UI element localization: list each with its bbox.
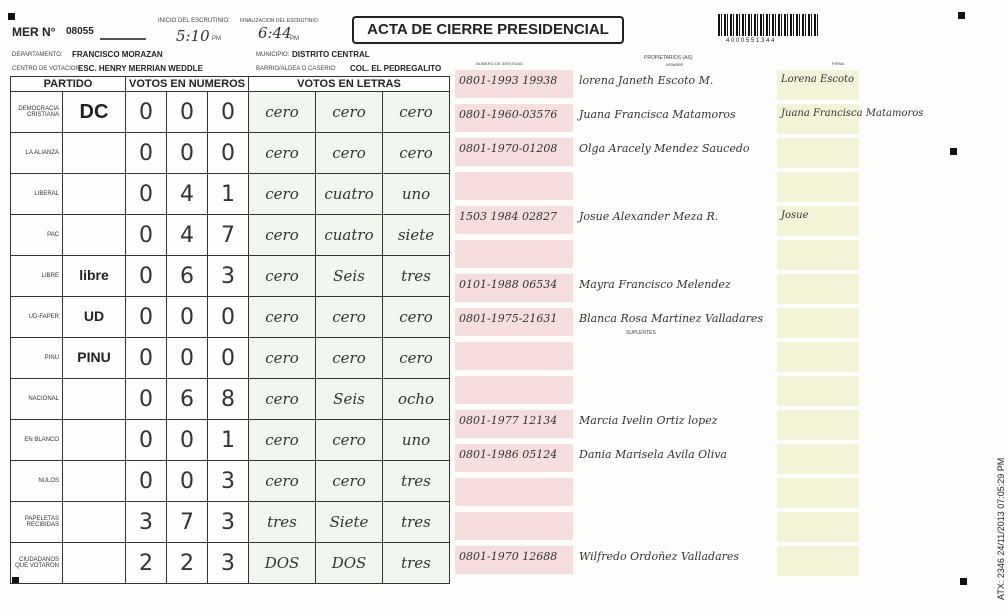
tse-logo [100, 24, 146, 40]
vote-word: cero [249, 215, 316, 256]
official-name: Juana Francisca Matamoros [579, 108, 736, 121]
id-box [455, 376, 573, 404]
signature-box [777, 478, 859, 508]
vote-digit: 0 [126, 420, 167, 461]
vote-word: tres [383, 543, 450, 584]
id-number: 0801-1970 12688 [459, 550, 558, 563]
vote-word: cero [316, 92, 383, 133]
vote-digit: 0 [167, 92, 208, 133]
vote-word: cero [249, 174, 316, 215]
party-name: DEMOCRACIA CRISTIANA [11, 92, 63, 133]
inicio-value: 5:10 [176, 27, 210, 45]
party-name: EN BLANCO [11, 420, 63, 461]
vote-word: cero [383, 297, 450, 338]
vote-digit: 8 [208, 379, 249, 420]
party-logo-text: UD [83, 308, 105, 324]
suplentes-label: SUPLENTES [626, 330, 656, 336]
signature-box [777, 240, 859, 270]
official-name: Josue Alexander Meza R. [579, 210, 719, 223]
vote-word: cero [383, 338, 450, 379]
vote-word: cero [249, 297, 316, 338]
vote-digit: 0 [167, 297, 208, 338]
vote-digit: 0 [167, 420, 208, 461]
table-row [11, 379, 450, 420]
id-box [455, 512, 573, 540]
vote-digit: 4 [167, 174, 208, 215]
barcode [718, 14, 818, 36]
party-name: LA ALIANZA [11, 133, 63, 174]
vote-word: cero [383, 92, 450, 133]
nombre-label: NOMBRE [666, 62, 684, 67]
vote-word: Seis [316, 256, 383, 297]
official-signature: Juana Francisca Matamoros [781, 108, 924, 119]
vote-digit: 0 [208, 133, 249, 174]
numero-identidad-label: NUMERO DE IDENTIDAD [476, 61, 524, 66]
id-box [455, 240, 573, 268]
vote-word: ocho [383, 379, 450, 420]
table-row [11, 543, 450, 584]
party-name: LIBRE [11, 256, 63, 297]
vote-word: cero [249, 256, 316, 297]
vote-digit: 4 [167, 215, 208, 256]
barcode-number: 4 0 0 0 5 5 1 3 4 4 [726, 38, 775, 44]
municipio-label: MUNICIPIO: [256, 52, 290, 58]
vote-digit: 3 [208, 461, 249, 502]
id-number: 0801-1993 19938 [459, 74, 558, 87]
vote-digit: 0 [126, 92, 167, 133]
party-name: PINU [11, 338, 63, 379]
party-logo-text: PINU [77, 349, 111, 365]
vote-word: cero [316, 133, 383, 174]
official-name: Wilfredo Ordoñez Valladares [579, 550, 740, 563]
official-name: Marcia Ivelin Ortiz lopez [579, 414, 718, 427]
vote-digit: 6 [167, 256, 208, 297]
id-box [455, 172, 573, 200]
vote-word: cero [316, 420, 383, 461]
vote-digit: 0 [126, 256, 167, 297]
finalizacion-label: FINALIZACION DEL ESCRUTINIO: [240, 18, 319, 24]
id-number: 0801-1960-03576 [459, 108, 558, 121]
vote-digit: 0 [126, 174, 167, 215]
vote-word: tres [249, 502, 316, 543]
vote-digit: 3 [208, 543, 249, 584]
vote-digit: 3 [208, 502, 249, 543]
vote-word: Siete [316, 502, 383, 543]
id-number: 0801-1975-21631 [459, 312, 558, 325]
vote-word: cero [249, 379, 316, 420]
vote-word: cero [249, 338, 316, 379]
party-logo [63, 297, 126, 338]
vote-digit: 0 [126, 338, 167, 379]
party-logo [63, 543, 126, 584]
timestamp-stamp: ATX: 2346 24/11/2013 07:05:29 PM [996, 457, 1006, 600]
vote-word: Seis [316, 379, 383, 420]
party-name: PAC [11, 215, 63, 256]
departamento-value: FRANCISCO MORAZAN [72, 50, 163, 59]
vote-word: cero [249, 133, 316, 174]
vote-word: cero [316, 338, 383, 379]
partido-header: PARTIDO [11, 77, 126, 92]
party-name: UD-FAPER [11, 297, 63, 338]
id-number: 0801-1986 05124 [459, 448, 558, 461]
firma-label: FIRMA [832, 61, 845, 66]
vote-word: uno [383, 174, 450, 215]
propietarios-label: PROPIETARIOS (AS) [644, 55, 693, 61]
table-row [11, 133, 450, 174]
id-number: 0101-1988 06534 [459, 278, 558, 291]
table-row [11, 256, 450, 297]
votos-numeros-header: VOTOS EN NUMEROS [126, 77, 249, 92]
vote-digit: 0 [167, 338, 208, 379]
vote-digit: 0 [167, 133, 208, 174]
mer-number: 08055 [66, 26, 94, 37]
vote-word: DOS [249, 543, 316, 584]
party-name: PAPELETAS RECIBIDAS [11, 502, 63, 543]
vote-word: cero [316, 461, 383, 502]
party-logo-text: libre [79, 267, 109, 283]
vote-word: siete [383, 215, 450, 256]
document-title: ACTA DE CIERRE PRESIDENCIAL [352, 16, 624, 44]
id-box [455, 478, 573, 506]
vote-word: cuatro [316, 174, 383, 215]
vote-digit: 0 [126, 297, 167, 338]
vote-digit: 2 [126, 543, 167, 584]
official-signature: Josue [781, 210, 809, 221]
finalizacion-suffix: PM [290, 36, 299, 42]
vote-word: cuatro [316, 215, 383, 256]
vote-digit: 3 [208, 256, 249, 297]
party-logo [63, 461, 126, 502]
table-row [11, 420, 450, 461]
signature-box [777, 410, 859, 440]
official-name: lorena Janeth Escoto M. [579, 74, 714, 87]
inicio-suffix: PM [212, 36, 221, 42]
vote-digit: 7 [167, 502, 208, 543]
inicio-label: INICIO DEL ESCRUTINIO: [158, 18, 230, 24]
party-logo [63, 256, 126, 297]
table-row [11, 92, 450, 133]
vote-digit: 3 [126, 502, 167, 543]
vote-word: tres [383, 502, 450, 543]
party-name: NULOS [11, 461, 63, 502]
official-row [455, 546, 965, 586]
party-name: LIBERAL [11, 174, 63, 215]
official-name: Olga Aracely Mendez Saucedo [579, 142, 750, 155]
vote-digit: 1 [208, 174, 249, 215]
vote-word: uno [383, 420, 450, 461]
party-logo-text: DC [79, 100, 109, 123]
vote-word: cero [249, 420, 316, 461]
table-row [11, 215, 450, 256]
vote-word: cero [249, 92, 316, 133]
party-logo [63, 174, 126, 215]
party-logo [63, 379, 126, 420]
vote-word: cero [383, 133, 450, 174]
centro-label: CENTRO DE VOTACION: [12, 66, 82, 72]
vote-word: DOS [316, 543, 383, 584]
municipio-value: DISTRITO CENTRAL [292, 50, 370, 59]
signature-box [777, 172, 859, 202]
vote-word: tres [383, 256, 450, 297]
signature-box [777, 444, 859, 474]
departamento-label: DEPARTAMENTO: [12, 52, 63, 58]
vote-digit: 0 [208, 92, 249, 133]
official-name: Dania Marisela Avila Oliva [579, 448, 727, 461]
party-logo [63, 338, 126, 379]
id-number: 1503 1984 02827 [459, 210, 557, 223]
vote-digit: 0 [126, 215, 167, 256]
id-number: 0801-1970-01208 [459, 142, 558, 155]
signature-box [777, 138, 859, 168]
votes-table [10, 76, 450, 584]
vote-digit: 0 [167, 461, 208, 502]
signature-box [777, 308, 859, 338]
finalizacion-value: 6:44 [258, 24, 292, 42]
table-row [11, 502, 450, 543]
party-logo [63, 420, 126, 461]
id-box [455, 342, 573, 370]
party-logo [63, 502, 126, 543]
signature-box [777, 512, 859, 542]
table-row [11, 338, 450, 379]
party-logo [63, 133, 126, 174]
id-number: 0801-1977 12134 [459, 414, 558, 427]
party-name: CIUDADANOS QUE VOTARON [11, 543, 63, 584]
centro-value: ESC. HENRY MERRIAN WEDDLE [78, 64, 203, 73]
party-name: NACIONAL [11, 379, 63, 420]
vote-digit: 6 [167, 379, 208, 420]
vote-word: cero [316, 297, 383, 338]
signature-box [777, 342, 859, 372]
barrio-label: BARRIO/ALDEA O CASERIO: [256, 66, 337, 72]
official-signature: Lorena Escoto [781, 74, 855, 85]
votos-letras-header: VOTOS EN LETRAS [249, 77, 450, 92]
vote-digit: 0 [126, 461, 167, 502]
vote-digit: 0 [126, 133, 167, 174]
party-logo [63, 92, 126, 133]
registration-marker [958, 12, 965, 19]
vote-digit: 7 [208, 215, 249, 256]
signature-box [777, 274, 859, 304]
vote-digit: 0 [208, 338, 249, 379]
table-row [11, 174, 450, 215]
registration-marker [8, 13, 15, 20]
vote-digit: 1 [208, 420, 249, 461]
vote-digit: 0 [208, 297, 249, 338]
table-row [11, 461, 450, 502]
party-logo [63, 215, 126, 256]
official-name: Mayra Francisco Melendez [579, 278, 731, 291]
vote-digit: 0 [126, 379, 167, 420]
vote-word: tres [383, 461, 450, 502]
mer-label: MER N° [12, 25, 56, 39]
official-name: Blanca Rosa Martinez Valladares [579, 312, 764, 325]
vote-word: cero [249, 461, 316, 502]
barrio-value: COL. EL PEDREGALITO [350, 64, 442, 73]
vote-digit: 2 [167, 543, 208, 584]
signature-box [777, 376, 859, 406]
table-row [11, 297, 450, 338]
signature-box [777, 546, 859, 576]
